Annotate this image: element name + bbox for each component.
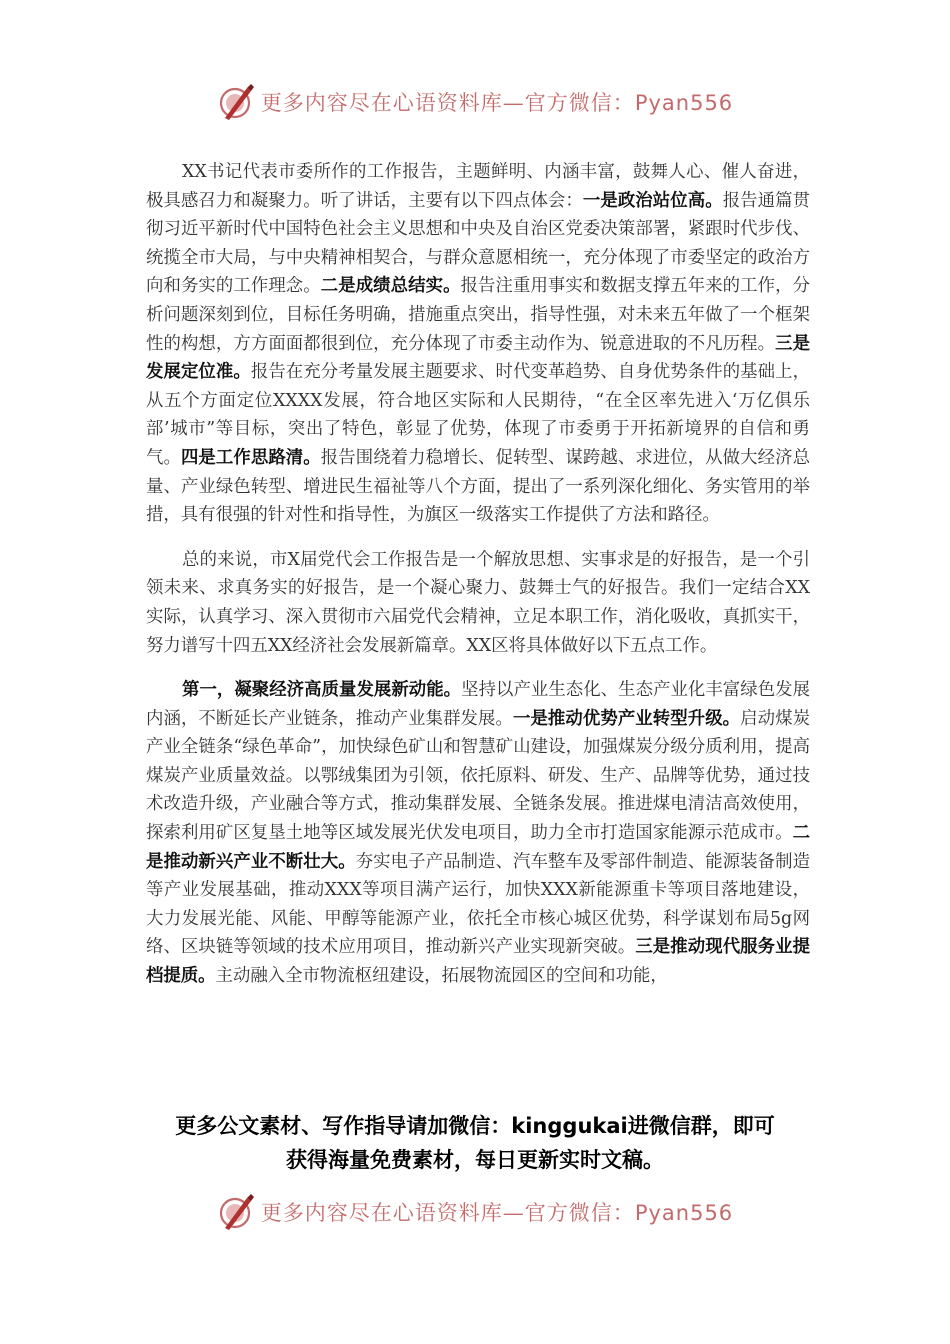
text-run: 报告通篇贯彻习近平新时代中国特色社会主义思想和中央及自治区党委决策部署，紧跟时代步伐、统揽全市大局，与中央精神相契合，与群众意愿相统一，充分体现了市委坚定的政治方向和务实的工作理念。: [146, 190, 810, 297]
pen-logo-icon: [217, 82, 257, 122]
promo-line: 获得海量免费素材，每日更新实时文稿。: [286, 1148, 664, 1172]
paragraph: [146, 676, 810, 991]
text-run: 报告注重用事实和数据支撑五年来的工作，分析问题深刻到位，目标任务明确，措施重点突出，指导性强，对未来五年做了一个框架性的构想，方方面面都很到位，充分体现了市委主动作为、锐意进取的不凡历程。: [146, 276, 810, 354]
bold-phrase: 三是发展定位准。: [146, 333, 810, 383]
text-run: 报告围绕着力稳增长、促转型、谋跨越、求进位，从做大经济总量、产业绿色转型、增进民生福祉等八个方面，提出了一系列深化细化、务实管用的举措，具有很强的针对性和指导性，为旗区一级落实工作提供了方法和路径。: [146, 447, 810, 526]
text-run: XX书记代表市委所作的工作报告，主题鲜明、内涵丰富，鼓舞人心、催人奋进，极具感召力和凝聚力。听了讲话，主要有以下四点体会：: [146, 162, 810, 211]
bold-phrase: 二是推动新兴产业不断壮大。: [146, 823, 810, 872]
bold-phrase: 二是成绩总结实。: [320, 276, 461, 297]
bold-phrase: 第一，凝聚经济高质量发展新动能。: [182, 680, 462, 701]
paragraph: [146, 546, 810, 660]
document-body: [146, 158, 810, 1007]
text-run: 坚持以产业生态化、生态产业化丰富绿色发展内涵，不断延长产业链条，推动产业集群发展。: [146, 680, 810, 729]
banner-text: 更多内容尽在心语资料库—官方微信：Pyan556: [260, 1201, 734, 1225]
pen-logo-icon: [217, 1192, 257, 1232]
text-run: 报告在充分考量发展主题要求、时代变革趋势、自身优势条件的基础上，从五个方面定位XXXX发展，符合地区实际和人民期待，“在全区率先进入‘万亿俱乐部’城市”等目标，突出了特色，彰显了优势，体现了市委勇于开拓新境界的自信和勇气。: [146, 362, 810, 468]
text-run: 启动煤炭产业全链条“绿色革命”，加快绿色矿山和智慧矿山建设，加强煤炭分级分质利用，提高煤炭产业质量效益。以鄂绒集团为引领，依托原料、研发、生产、品牌等优势，通过技术改造升级，产业融合等方式，推动集群发展、全链条发展。推进煤电清洁高效使用，探索利用矿区复垦土地等区域发展光伏发电项目，助力全市打造国家能源示范成市。: [146, 708, 810, 844]
bold-phrase: 四是工作思路清。: [180, 447, 321, 468]
bold-phrase: 三是推动现代服务业提档提质。: [146, 937, 810, 987]
text-run: 夯实电子产品制造、汽车整车及零部件制造、能源装备制造等产业发展基础，推动XXX等项目满产运行，加快XXX新能源重卡等项目落地建设，大力发展光能、风能、甲醇等能源产业，依托全市核心城区优势，科学谋划布局5g网络、区块链等领域的技术应用项目，推动新兴产业实现新突破。: [146, 851, 810, 958]
text-run: 主动融入全市物流枢纽建设，拓展物流园区的空间和功能，: [215, 966, 668, 987]
text-run: 总的来说，市X届党代会工作报告是一个解放思想、实事求是的好报告，是一个引领未来、求真务实的好报告，是一个凝心聚力、鼓舞士气的好报告。我们一定结合XX实际，认真学习、深入贯彻市六届党代会精神，立足本职工作，消化吸收，真抓实干，努力谱写十四五XX经济社会发展新篇章。XX区将具体做好以下五点工作。: [146, 549, 810, 656]
bold-phrase: 一是推动优势产业转型升级。: [512, 708, 741, 729]
promo-line: 更多公文素材、写作指导请加微信：kinggukai进微信群，即可: [175, 1114, 775, 1138]
paragraph: [146, 158, 810, 530]
promo-notice: [100, 1109, 850, 1177]
bold-phrase: 一是政治站位高。: [582, 190, 723, 211]
banner-text: 更多内容尽在心语资料库—官方微信：Pyan556: [260, 91, 734, 115]
footer-watermark: [0, 1190, 950, 1234]
header-watermark: [0, 80, 950, 124]
